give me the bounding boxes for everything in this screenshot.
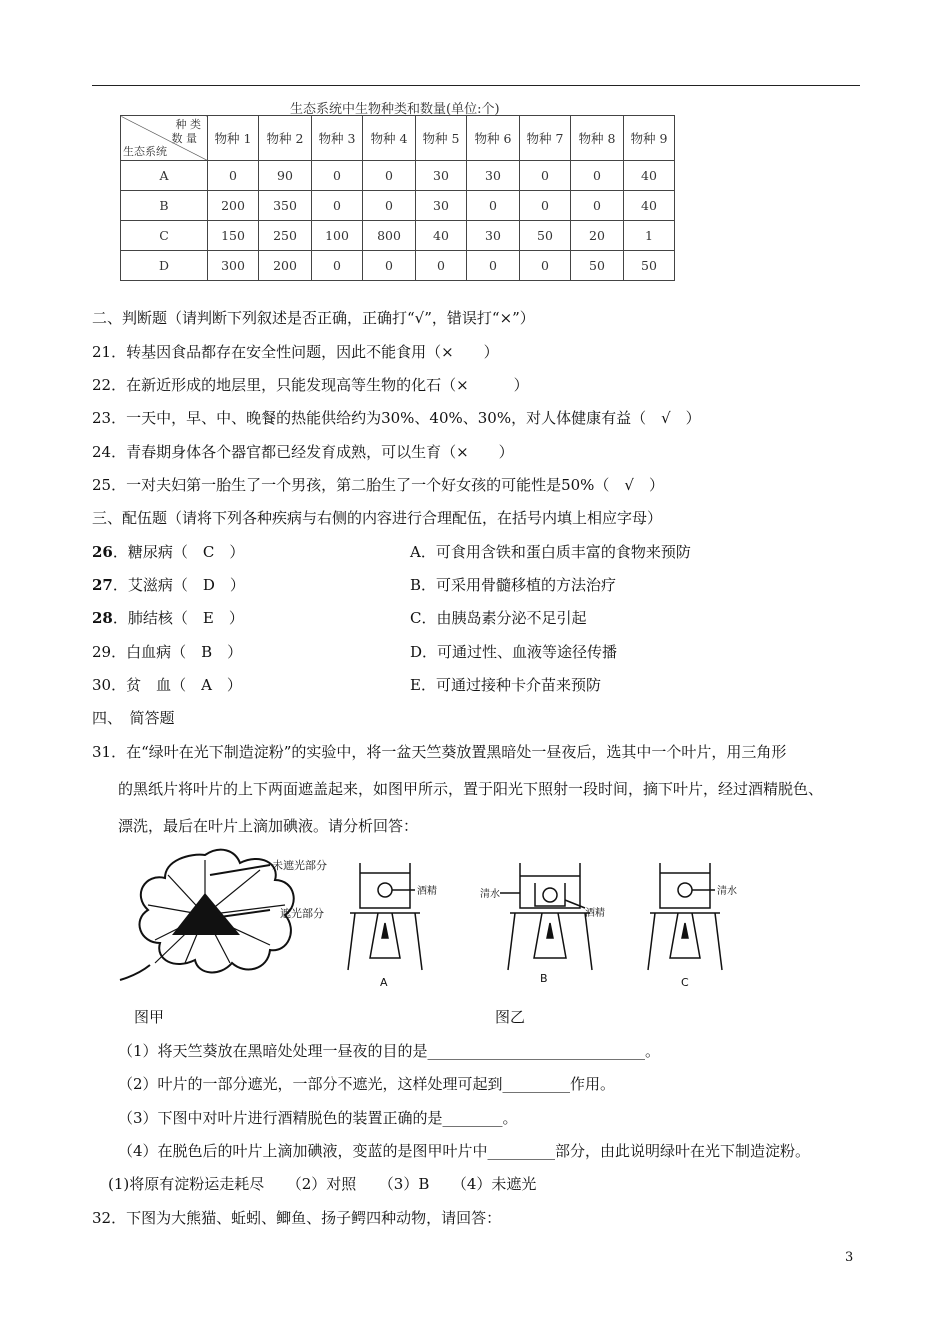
figure-jia-caption: 图甲 [134,1008,165,1026]
question-31-text: 的黑纸片将叶片的上下两面遮盖起来，如图甲所示，置于阳光下照射一段时间，摘下叶片，经过酒精脱色、 [118,780,824,798]
table-cell: 350 [259,191,312,221]
table-cell: 0 [571,161,624,191]
row-label: C [121,221,208,251]
match-disease: ．糖尿病（ C ） [112,543,245,561]
match-item-left [92,607,244,628]
label-b: B [540,972,548,985]
match-item-right: A．可食用含铁和蛋白质丰富的食物来预防 [410,543,691,561]
apparatus-figure [340,858,760,993]
sub-question: （4）在脱色后的叶片上滴加碘液，变蓝的是图甲叶片中_________部分，由此说明绿叶在光下制造淀粉。 [118,1142,811,1160]
table-cell: 40 [624,161,675,191]
sub-question: （3）下图中对叶片进行酒精脱色的装置正确的是________。 [118,1109,518,1127]
table-cell: 0 [520,191,571,221]
alcohol-label-a: 酒精 [417,886,437,897]
top-rule [92,85,860,86]
column-header: 物种 7 [520,116,571,161]
match-disease: ．艾滋病（ D ） [112,576,245,594]
table-cell: 0 [520,161,571,191]
species-table [120,115,675,281]
sub-question: （2）叶片的一部分遮光，一部分不遮光，这样处理可起到_________作用。 [118,1075,616,1093]
item-number: 27 [92,576,113,594]
table-cell: 0 [467,191,520,221]
table-cell: 30 [467,161,520,191]
water-label-b: 清水 [480,889,500,900]
match-item-right: D．可通过性、血液等途径传播 [410,643,618,661]
section-4-heading: 四、 简答题 [92,709,175,727]
leaf-figure [110,845,350,985]
table-cell: 50 [624,251,675,281]
column-header: 物种 4 [363,116,416,161]
table-row [121,251,675,281]
table-cell: 250 [259,221,312,251]
table-cell: 0 [312,191,363,221]
match-item-left: 29．白血病（ B ） [92,643,243,661]
question-31-text: 漂洗，最后在叶片上滴加碘液。请分析回答： [118,817,419,835]
figure-yi-caption: 图乙 [495,1008,526,1026]
column-header: 物种 8 [571,116,624,161]
label-a: A [380,976,388,989]
column-header: 物种 3 [312,116,363,161]
table-cell: 200 [208,191,259,221]
judgment-item: 23．一天中，早、中、晚餐的热能供给约为30%、40%、30%，对人体健康有益（ √ ） [92,409,701,427]
match-item-left [92,574,245,595]
column-header: 物种 2 [259,116,312,161]
apparatus-a [348,863,422,970]
corner-top: 种 类 [175,118,201,131]
judgment-item: 24．青春期身体各个器官都已经发育成熟，可以生育（× ） [92,443,514,461]
question-31-text: 31．在“绿叶在光下制造淀粉”的实验中，将一盆天竺葵放置黑暗处一昼夜后，选其中一个叶片，用三角形 [92,743,787,761]
table-title: 生态系统中生物种类和数量(单位:个) [290,102,500,117]
table-cell: 0 [363,161,416,191]
judgment-item: 21．转基因食品都存在安全性问题，因此不能食用（× ） [92,343,499,361]
answer-line: (1)将原有淀粉运走耗尽 （2）对照 （3）B （4）未遮光 [108,1175,537,1193]
apparatus-c [648,863,722,970]
label-c: C [681,976,689,989]
match-item-right: C．由胰岛素分泌不足引起 [410,609,587,627]
table-cell: 800 [363,221,416,251]
table-cell: 0 [208,161,259,191]
table-cell: 50 [571,251,624,281]
table-cell: 1 [624,221,675,251]
pointer-line-bottom [220,910,270,917]
question-32-text: 32．下图为大熊猫、蚯蚓、鲫鱼、扬子鳄四种动物，请回答： [92,1209,502,1227]
column-header: 物种 1 [208,116,259,161]
label-shaded: 遮光部分 [280,907,324,920]
row-label: A [121,161,208,191]
table-cell: 150 [208,221,259,251]
table-header-row [121,116,675,161]
table-cell: 0 [467,251,520,281]
item-number: 28 [92,609,113,627]
match-item-left [92,541,244,562]
match-item-right: E．可通过接种卡介苗来预防 [410,676,601,694]
table-cell: 0 [363,191,416,221]
black-triangle-shade [172,893,240,935]
page-number: 3 [845,1250,854,1265]
alcohol-label-b: 酒精 [585,908,605,919]
match-item-left: 30．贫 血（ A ） [92,676,242,694]
table-cell: 90 [259,161,312,191]
column-header: 物种 9 [624,116,675,161]
table-cell: 0 [416,251,467,281]
table-cell: 100 [312,221,363,251]
table-cell: 30 [416,161,467,191]
table-cell: 0 [312,161,363,191]
section-2-heading: 二、判断题（请判断下列叙述是否正确，正确打“√”，错误打“×”） [92,309,535,327]
table-row [121,221,675,251]
table-row [121,191,675,221]
corner-bottom: 生态系统 [123,145,167,158]
judgment-item: 25．一对夫妇第一胎生了一个男孩，第二胎生了一个好女孩的可能性是50%（ √ ） [92,476,664,494]
table-row [121,161,675,191]
table-cell: 200 [259,251,312,281]
row-label: B [121,191,208,221]
match-disease: ．肺结核（ E ） [112,609,244,627]
table-cell: 50 [520,221,571,251]
table-cell: 0 [363,251,416,281]
sub-question: （1）将天竺葵放在黑暗处处理一昼夜的目的是_____________________________。 [118,1042,661,1060]
table-cell: 40 [416,221,467,251]
corner-mid: 数 量 [171,132,197,145]
match-item-right: B．可采用骨髓移植的方法治疗 [410,576,617,594]
label-unshaded: 未遮光部分 [272,859,327,872]
table-cell: 30 [467,221,520,251]
pointer-line-top [210,865,270,875]
apparatus-b [500,863,592,970]
section-3-heading: 三、配伍题（请将下列各种疾病与右侧的内容进行合理配伍，在括号内填上相应字母） [92,509,663,527]
water-label-c: 清水 [717,886,737,897]
table-corner [121,116,208,161]
table-cell: 0 [312,251,363,281]
column-header: 物种 6 [467,116,520,161]
table-cell: 300 [208,251,259,281]
column-header: 物种 5 [416,116,467,161]
table-cell: 0 [520,251,571,281]
table-cell: 0 [571,191,624,221]
judgment-item: 22．在新近形成的地层里，只能发现高等生物的化石（× ） [92,376,529,394]
table-cell: 20 [571,221,624,251]
table-cell: 30 [416,191,467,221]
row-label: D [121,251,208,281]
table-cell: 40 [624,191,675,221]
item-number: 26 [92,543,113,561]
